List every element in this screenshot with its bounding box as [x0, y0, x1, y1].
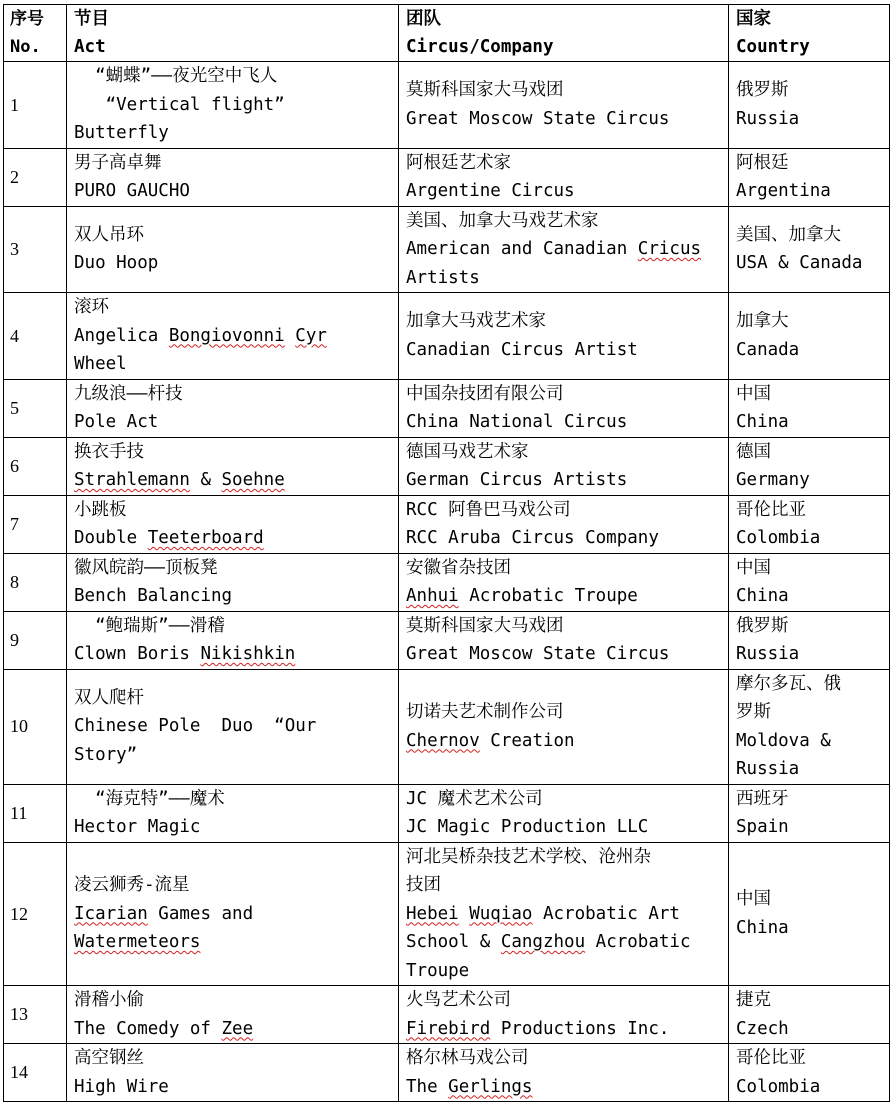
act-cell-line	[74, 554, 398, 583]
text-run: 技团	[406, 875, 441, 895]
country-cell-line	[736, 1073, 889, 1102]
country-cell	[729, 1044, 890, 1102]
country-cell	[729, 669, 890, 784]
text-run: Butterfly	[74, 123, 169, 143]
country-cell-line	[736, 785, 889, 814]
country-cell	[729, 784, 890, 842]
act-cell	[67, 986, 399, 1044]
act-cell-line	[74, 350, 398, 379]
text-run: Pole Act	[74, 412, 159, 432]
text-run: Productions Inc.	[490, 1018, 670, 1039]
text-run	[459, 904, 470, 924]
text-run: 火鸟艺术公司	[406, 990, 511, 1010]
text-run: Troupe	[406, 960, 470, 981]
text-run: Russia	[736, 759, 800, 779]
text-run: 莫斯科国家大马戏团	[406, 80, 564, 101]
table-row	[4, 784, 890, 842]
row-number: 1	[4, 62, 67, 149]
country-cell-line	[736, 336, 889, 365]
header-country-en: Country	[736, 37, 810, 57]
act-cell-line	[74, 119, 398, 148]
company-cell-line	[406, 496, 728, 525]
country-cell	[729, 495, 890, 553]
act-cell-line	[74, 438, 398, 467]
company-cell	[399, 1044, 729, 1102]
country-cell-line	[736, 554, 889, 583]
text-run: 双人爬杆	[74, 687, 144, 708]
company-cell-line	[406, 380, 728, 409]
act-cell-line	[74, 91, 398, 120]
row-number: 8	[4, 553, 67, 611]
act-cell	[67, 437, 399, 495]
company-cell-line	[406, 554, 728, 583]
table-row	[4, 293, 890, 380]
text-run: The	[406, 1076, 449, 1097]
act-cell	[67, 611, 399, 669]
act-cell-line	[74, 684, 398, 713]
act-cell	[67, 842, 399, 986]
spellcheck-flagged-word: Wuqiao	[469, 903, 533, 924]
company-cell	[399, 611, 729, 669]
act-cell-line	[74, 221, 398, 250]
text-run: 哥伦比亚	[736, 499, 806, 520]
text-run: Story”	[74, 744, 138, 765]
company-cell	[399, 842, 729, 986]
company-cell-line	[406, 438, 728, 467]
company-cell-line	[406, 235, 728, 264]
country-cell-line	[736, 612, 889, 641]
text-run: 莫斯科国家大马戏团	[406, 615, 564, 636]
country-cell-line	[736, 885, 889, 914]
row-number: 12	[4, 842, 67, 986]
row-number: 5	[4, 379, 67, 437]
text-run	[285, 326, 296, 346]
spellcheck-flagged-word: Cangzhou	[500, 932, 586, 952]
text-run: RCC Aruba Circus Company	[406, 528, 659, 548]
country-cell	[729, 206, 890, 293]
spellcheck-flagged-word: Icarian	[74, 903, 148, 924]
company-cell-line	[406, 76, 728, 105]
act-cell	[67, 148, 399, 206]
text-run: Creation	[479, 730, 575, 751]
company-cell	[399, 379, 729, 437]
text-run: 安徽省杂技团	[406, 557, 511, 578]
text-run: 切诺夫艺术制作公司	[406, 702, 564, 722]
act-cell-line	[74, 871, 398, 900]
text-run: “蝴蝶”——夜光空中飞人	[74, 66, 278, 86]
text-run: USA & Canada	[736, 253, 863, 274]
act-cell-line	[74, 1015, 398, 1044]
company-cell	[399, 148, 729, 206]
country-cell-line	[736, 813, 889, 842]
text-run: 河北吴桥杂技艺术学校、沧州杂	[406, 846, 651, 867]
text-run: 加拿大马戏艺术家	[406, 311, 546, 332]
text-run: 双人吊环	[74, 224, 144, 245]
spellcheck-flagged-word: Anhui	[406, 586, 459, 606]
text-run: Canada	[736, 339, 800, 360]
text-run: Canadian Circus Artist	[406, 339, 638, 360]
text-run: Artists	[406, 267, 480, 288]
country-cell-line	[736, 582, 889, 611]
text-run: 中国	[736, 557, 771, 578]
spellcheck-flagged-word: Cricus	[637, 239, 702, 259]
spellcheck-flagged-word: Nikishkin	[200, 644, 296, 664]
text-run: Spain	[736, 817, 789, 837]
company-cell-line	[406, 871, 728, 900]
spellcheck-flagged-word: Gerlings	[448, 1076, 533, 1097]
company-cell-line	[406, 207, 728, 236]
header-no-en: No.	[10, 37, 41, 57]
country-cell	[729, 611, 890, 669]
country-cell-line	[736, 670, 889, 699]
header-no	[4, 5, 67, 62]
act-cell-line	[74, 524, 398, 553]
text-run: Argentina	[736, 181, 831, 201]
company-cell-line	[406, 928, 728, 957]
text-run: 滚环	[74, 297, 109, 317]
table-row	[4, 62, 890, 149]
text-run: Germany	[736, 470, 810, 490]
text-run: 格尔林马戏公司	[406, 1048, 529, 1068]
act-cell-line	[74, 612, 398, 641]
header-act	[67, 5, 399, 62]
text-run: 中国杂技团有限公司	[406, 383, 564, 404]
country-cell-line	[736, 149, 889, 178]
act-cell	[67, 293, 399, 380]
spellcheck-flagged-word: Chernov	[406, 730, 480, 751]
company-cell-line	[406, 1015, 728, 1044]
country-cell-line	[736, 408, 889, 437]
company-cell	[399, 62, 729, 149]
text-run: China	[736, 586, 789, 606]
company-cell-line	[406, 986, 728, 1015]
country-cell-line	[736, 466, 889, 495]
company-cell-line	[406, 843, 728, 872]
header-row	[4, 5, 890, 62]
header-country-zh: 国家	[736, 9, 771, 29]
text-run: Acrobatic Art	[532, 903, 680, 924]
company-cell-line	[406, 149, 728, 178]
company-cell-line	[406, 105, 728, 134]
row-number: 11	[4, 784, 67, 842]
country-cell	[729, 842, 890, 986]
act-cell	[67, 553, 399, 611]
text-run: Russia	[736, 644, 800, 664]
text-run: The Comedy of	[74, 1018, 222, 1039]
company-cell-line	[406, 264, 728, 293]
country-cell-line	[736, 307, 889, 336]
text-run: JC Magic Production LLC	[406, 817, 649, 837]
spellcheck-flagged-word: Strahlemann	[74, 470, 190, 490]
company-cell-line	[406, 957, 728, 986]
country-cell	[729, 986, 890, 1044]
spellcheck-flagged-word: Soehne	[221, 470, 285, 490]
company-cell-line	[406, 524, 728, 553]
act-cell	[67, 1044, 399, 1102]
header-company-zh: 团队	[406, 9, 441, 29]
row-number: 3	[4, 206, 67, 293]
text-run: 滑稽小偷	[74, 990, 144, 1010]
table-row	[4, 206, 890, 293]
row-number: 9	[4, 611, 67, 669]
text-run: 男子高卓舞	[74, 152, 162, 173]
text-run: China National Circus	[406, 412, 628, 432]
act-cell-line	[74, 712, 398, 741]
country-cell-line	[736, 727, 889, 756]
text-run: Argentine Circus	[406, 181, 575, 201]
spellcheck-flagged-word: Teeterboard	[147, 528, 264, 548]
header-company-en: Circus/Company	[406, 37, 554, 57]
table-row	[4, 986, 890, 1044]
row-number: 6	[4, 437, 67, 495]
act-cell-line	[74, 322, 398, 351]
row-number: 7	[4, 495, 67, 553]
act-cell-line	[74, 177, 398, 206]
act-cell-line	[74, 582, 398, 611]
text-run: 罗斯	[736, 702, 771, 722]
act-cell-line	[74, 408, 398, 437]
text-run: China	[736, 917, 789, 938]
country-cell-line	[736, 986, 889, 1015]
text-run: School &	[406, 932, 501, 952]
act-cell-line	[74, 741, 398, 770]
country-cell-line	[736, 221, 889, 250]
text-run: JC 魔术艺术公司	[406, 788, 543, 809]
country-cell	[729, 553, 890, 611]
text-run: Great Moscow State Circus	[406, 644, 670, 664]
text-run: &	[189, 470, 222, 490]
company-cell-line	[406, 582, 728, 611]
text-run: 西班牙	[736, 788, 789, 809]
company-cell-line	[406, 466, 728, 495]
header-act-en: Act	[74, 37, 106, 57]
header-company	[399, 5, 729, 62]
spellcheck-flagged-word: Firebird	[406, 1018, 491, 1039]
text-run: Double	[74, 528, 148, 548]
country-cell	[729, 148, 890, 206]
text-run: 徽风皖韵——顶板凳	[74, 557, 218, 578]
text-run: German Circus Artists	[406, 470, 628, 490]
company-cell-line	[406, 785, 728, 814]
header-no-zh: 序号	[10, 9, 44, 29]
text-run: 阿根廷	[736, 152, 789, 173]
company-cell-line	[406, 177, 728, 206]
act-cell	[67, 669, 399, 784]
header-act-zh: 节目	[74, 9, 109, 29]
table-row	[4, 669, 890, 784]
text-run: 美国、加拿大	[736, 224, 841, 245]
text-run: PURO GAUCHO	[74, 181, 190, 201]
text-run: 哥伦比亚	[736, 1048, 806, 1068]
act-cell	[67, 379, 399, 437]
company-cell	[399, 437, 729, 495]
country-cell-line	[736, 438, 889, 467]
spellcheck-flagged-word: Zee	[221, 1018, 254, 1039]
text-run: Acrobatic Troupe	[458, 586, 638, 606]
country-cell-line	[736, 524, 889, 553]
act-cell-line	[74, 785, 398, 814]
company-cell	[399, 669, 729, 784]
country-cell	[729, 62, 890, 149]
text-run: 九级浪——杆技	[74, 383, 183, 404]
company-cell-line	[406, 1073, 728, 1102]
act-cell	[67, 495, 399, 553]
country-cell	[729, 293, 890, 380]
text-run: Wheel	[74, 354, 127, 374]
spellcheck-flagged-word: Cyr	[295, 325, 327, 346]
text-run: Duo Hoop	[74, 253, 159, 274]
act-cell-line	[74, 380, 398, 409]
country-cell	[729, 437, 890, 495]
act-cell	[67, 206, 399, 293]
text-run: 高空钢丝	[74, 1048, 144, 1068]
text-run: Colombia	[736, 528, 821, 548]
text-run: Great Moscow State Circus	[406, 108, 670, 129]
country-cell-line	[736, 177, 889, 206]
text-run: “海克特”——魔术	[74, 788, 225, 809]
text-run: 德国	[736, 441, 771, 462]
table-row	[4, 1044, 890, 1102]
acts-table	[3, 4, 890, 1102]
country-cell-line	[736, 755, 889, 784]
country-cell-line	[736, 640, 889, 669]
text-run: 捷克	[736, 990, 771, 1010]
company-cell	[399, 986, 729, 1044]
country-cell-line	[736, 380, 889, 409]
company-cell	[399, 293, 729, 380]
act-cell-line	[74, 149, 398, 178]
text-run: Chinese Pole Duo “Our	[74, 716, 317, 737]
country-cell-line	[736, 249, 889, 278]
country-cell-line	[736, 76, 889, 105]
text-run: Games and	[147, 903, 254, 924]
act-cell-line	[74, 928, 398, 957]
text-run: RCC 阿鲁巴马戏公司	[406, 499, 571, 520]
row-number: 10	[4, 669, 67, 784]
text-run: Moldova &	[736, 730, 831, 751]
text-run: 阿根廷艺术家	[406, 152, 511, 173]
text-run: “Vertical flight”	[74, 94, 285, 115]
text-run: Hector Magic	[74, 817, 201, 837]
text-run: 中国	[736, 889, 771, 910]
act-cell-line	[74, 640, 398, 669]
country-cell-line	[736, 1044, 889, 1073]
text-run: 摩尔多瓦、俄	[736, 673, 841, 694]
text-run: Russia	[736, 108, 800, 129]
company-cell-line	[406, 336, 728, 365]
company-cell	[399, 784, 729, 842]
country-cell-line	[736, 496, 889, 525]
table-row	[4, 437, 890, 495]
table-row	[4, 379, 890, 437]
text-run: Angelica	[74, 325, 169, 346]
text-run: 小跳板	[74, 499, 127, 520]
company-cell	[399, 553, 729, 611]
text-run: Acrobatic	[585, 932, 691, 952]
text-run: “鲍瑞斯”——滑稽	[74, 615, 225, 636]
company-cell-line	[406, 900, 728, 929]
table-row	[4, 148, 890, 206]
row-number: 2	[4, 148, 67, 206]
text-run: 加拿大	[736, 311, 789, 332]
row-number: 4	[4, 293, 67, 380]
text-run: 俄罗斯	[736, 80, 789, 101]
act-cell-line	[74, 1073, 398, 1102]
company-cell-line	[406, 307, 728, 336]
text-run: China	[736, 412, 789, 432]
country-cell-line	[736, 1015, 889, 1044]
act-cell-line	[74, 62, 398, 91]
act-cell-line	[74, 293, 398, 322]
act-cell-line	[74, 466, 398, 495]
text-run: 俄罗斯	[736, 615, 789, 636]
text-run: Bench Balancing	[74, 586, 233, 606]
spellcheck-flagged-word: Hebei	[406, 903, 459, 924]
company-cell-line	[406, 727, 728, 756]
act-cell-line	[74, 986, 398, 1015]
row-number: 13	[4, 986, 67, 1044]
spellcheck-flagged-word: Watermeteors	[74, 932, 201, 952]
spellcheck-flagged-word: Bongiovonni	[168, 325, 285, 346]
country-cell-line	[736, 698, 889, 727]
country-cell-line	[736, 914, 889, 943]
company-cell-line	[406, 612, 728, 641]
act-cell	[67, 62, 399, 149]
company-cell	[399, 206, 729, 293]
act-cell-line	[74, 813, 398, 842]
country-cell-line	[736, 105, 889, 134]
company-cell	[399, 495, 729, 553]
text-run: 德国马戏艺术家	[406, 441, 529, 462]
table-row	[4, 495, 890, 553]
header-country	[729, 5, 890, 62]
text-run: 换衣手技	[74, 441, 144, 462]
company-cell-line	[406, 640, 728, 669]
company-cell-line	[406, 1044, 728, 1073]
act-cell-line	[74, 496, 398, 525]
text-run: Czech	[736, 1018, 789, 1039]
act-cell	[67, 784, 399, 842]
text-run: 中国	[736, 383, 771, 404]
text-run: 美国、加拿大马戏艺术家	[406, 210, 599, 231]
act-cell-line	[74, 900, 398, 929]
text-run: High Wire	[74, 1076, 169, 1097]
act-cell-line	[74, 249, 398, 278]
act-cell-line	[74, 1044, 398, 1073]
table-row	[4, 842, 890, 986]
table-row	[4, 553, 890, 611]
row-number: 14	[4, 1044, 67, 1102]
table-row	[4, 611, 890, 669]
text-run: 凌云狮秀-流星	[74, 875, 190, 895]
company-cell-line	[406, 408, 728, 437]
country-cell	[729, 379, 890, 437]
text-run: Colombia	[736, 1076, 821, 1097]
company-cell-line	[406, 813, 728, 842]
company-cell-line	[406, 698, 728, 727]
text-run: Clown Boris	[74, 644, 201, 664]
text-run: American and Canadian	[406, 239, 638, 259]
